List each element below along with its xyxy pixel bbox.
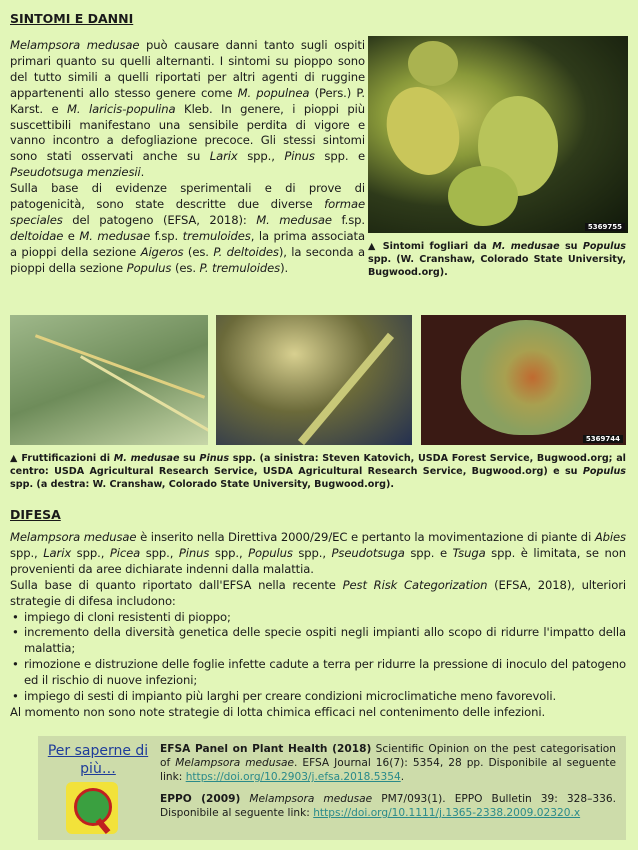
text-run: Melampsora medusae xyxy=(175,757,295,769)
text-run: spp. è limitata, se non provenienti da aree dichiarate indenni dalla malattia. xyxy=(10,545,626,576)
text-run: Pinus xyxy=(199,453,230,464)
text-run: f.sp. xyxy=(150,228,183,243)
text-run: e xyxy=(63,228,80,243)
text-run: Populus xyxy=(126,260,172,275)
text-run: Sulla base di quanto riportato dall'EFSA nella recente xyxy=(10,577,343,592)
text-run: spp., xyxy=(140,545,179,560)
text-run: del patogeno (EFSA, 2018): xyxy=(62,212,257,227)
text-run: Melampsora medusae xyxy=(10,530,137,544)
defense-closing: Al momento non sono note strategie di lotta chimica efficaci nel contenimento delle infezioni. xyxy=(10,704,546,719)
text-run: Kleb. In genere, i pioppi più suscettibili manifestano una sensibile perdita di vigore e vanno incontro a defogliazione precoce. Gli stessi sintomi sono stati osservati anche su xyxy=(10,101,365,164)
text-run: P. deltoides xyxy=(213,244,279,259)
text-run: Melampsora medusae xyxy=(249,793,373,805)
text-run: Abies xyxy=(594,530,626,544)
text-run: Pinus xyxy=(178,545,210,560)
text-run: Pinus xyxy=(284,149,315,164)
poplar-leaf-uredinia-photo xyxy=(421,315,626,445)
text-run: (EFSA, 2018), ulteriori strategie di difesa includono: xyxy=(10,577,626,608)
photo-id: 5369744 xyxy=(583,435,623,443)
references xyxy=(160,742,616,828)
text-run: su xyxy=(559,241,583,252)
text-run: Tsuga xyxy=(452,545,486,560)
poplar-leaf-symptoms-photo xyxy=(368,36,628,233)
symptoms-photo-caption xyxy=(368,240,626,279)
text-run: Pseudotsuga xyxy=(331,545,405,560)
text-run: M. medusae xyxy=(79,228,151,243)
text-run: tremuloides xyxy=(182,228,251,243)
text-run: . xyxy=(140,165,145,180)
text-run: PM7/093(1). EPPO Bulletin 39: 328–336. Disponibile al seguente link: xyxy=(160,793,616,819)
text-run: Picea xyxy=(109,545,141,560)
text-run: Melampsora medusae xyxy=(10,38,140,52)
list-item: • impiego di sesti di impianto più larghi per creare condizioni microclimatiche meno favorevoli. xyxy=(24,689,626,705)
text-run: (Pers.) P. Karst. e xyxy=(10,85,365,116)
text-run: Pseudotsuga menziesii xyxy=(10,165,141,180)
doi-link[interactable]: https://doi.org/10.1111/j.1365-2338.2009.02320.x xyxy=(313,807,581,819)
text-run: M. medusae xyxy=(492,241,560,252)
text-run: f.sp. xyxy=(331,212,365,227)
text-run: ), la seconda a pioppi della sezione xyxy=(10,244,365,275)
text-run: (es. xyxy=(183,244,214,259)
magnifier-leaf-icon xyxy=(66,782,118,834)
text-run: spp., xyxy=(292,545,332,560)
text-run: Populus xyxy=(582,241,626,252)
pinus-needles-photo-left xyxy=(10,315,208,445)
defense-paragraph-1 xyxy=(10,530,626,578)
text-run: spp., xyxy=(10,545,44,560)
text-run: ▲ Sintomi fogliari da xyxy=(368,241,493,252)
text-run: spp. (a destra: W. Cranshaw, Colorado State University, Bugwood.org). xyxy=(10,479,394,490)
text-run: spp. (W. Cranshaw, Colorado State University, Bugwood.org). xyxy=(368,254,626,278)
text-run: spp. e xyxy=(404,545,453,560)
pinus-needles-photo-center xyxy=(216,315,412,445)
text-run: spp., xyxy=(71,545,110,560)
text-run: Populus xyxy=(582,466,626,477)
text-run: (es. xyxy=(171,260,200,275)
text-run: , la prima associata a pioppi della sezione xyxy=(10,228,365,259)
text-run: M. laricis-populina xyxy=(66,101,176,116)
text-run: spp. (a sinistra: Steven Katovich, USDA Forest Service, Bugwood.org; al centro: USDA Agricultural Research Service, USDA Agricultural Research Service, Bugwood.org) e su xyxy=(10,453,626,477)
text-run: Aigeros xyxy=(140,244,184,259)
text-run: M. medusae xyxy=(113,453,180,464)
text-run: Scientific Opinion on the pest categorisation of xyxy=(160,743,616,769)
text-run: Pest Risk Categorization xyxy=(342,577,488,592)
text-run: M. medusae xyxy=(256,212,332,227)
fruiting-photos-caption xyxy=(10,452,626,491)
reference-efsa xyxy=(160,742,616,784)
list-item: • impiego di cloni resistenti di pioppo; xyxy=(24,610,626,626)
defense-strategies-list xyxy=(10,610,626,705)
symptoms-heading: SINTOMI E DANNI xyxy=(10,11,134,26)
text-run: . EFSA Journal 16(7): 5354, 28 pp. Disponibile al seguente link: xyxy=(160,757,616,783)
doi-link[interactable]: https://doi.org/10.2903/j.efsa.2018.5354 xyxy=(185,771,401,783)
defense-heading: DIFESA xyxy=(10,507,61,522)
text-run: formae speciales xyxy=(10,197,365,227)
symptoms-paragraph-2 xyxy=(10,181,365,276)
reference-eppo xyxy=(160,792,616,820)
text-run: M. populnea xyxy=(237,85,310,100)
text-run: Larix xyxy=(209,149,238,164)
text-run: Sulla base di evidenze sperimentali e di prove di patogenicità, sono state descritte due diverse xyxy=(10,181,365,212)
text-run: deltoidae xyxy=(10,228,64,243)
text-run: P. tremuloides xyxy=(199,260,281,275)
defense-paragraph-2 xyxy=(10,578,626,610)
symptoms-text xyxy=(10,38,365,277)
text-run: ▲ Fruttificazioni di xyxy=(10,453,114,464)
text-run: Larix xyxy=(43,545,72,560)
symptoms-paragraph-1 xyxy=(10,38,365,181)
text-run: . xyxy=(400,771,405,783)
text-run: spp. e xyxy=(314,149,366,164)
list-item: • rimozione e distruzione delle foglie infette cadute a terra per ridurre la pressione di inoculo del patogeno ed il rischio di nuove infezioni; xyxy=(24,657,626,689)
text-run: è inserito nella Direttiva 2000/29/EC e pertanto la movimentazione di piante di xyxy=(136,530,595,544)
text-run: ). xyxy=(280,260,289,275)
text-run: su xyxy=(179,453,200,464)
text-run xyxy=(240,793,249,805)
text-run: può causare danni tanto sugli ospiti primari quanto su quelli alternanti. I sintomi su pioppo sono del tutto simili a quelli riportati per altri agenti di ruggine appartenenti allo stesso genere come xyxy=(10,38,365,100)
text-run: Populus xyxy=(248,545,293,560)
list-item: • incremento della diversità genetica delle specie ospiti negli impianti allo scopo di ridurre l'impatto della malattia; xyxy=(24,625,626,657)
text-run: spp., xyxy=(209,545,249,560)
text-run: EPPO (2009) xyxy=(160,793,241,805)
text-run: spp., xyxy=(237,149,285,164)
text-run: EFSA Panel on Plant Health (2018) xyxy=(160,743,372,755)
further-reading-title: Per saperne di più… xyxy=(47,743,149,777)
further-reading-box xyxy=(38,736,626,840)
defense-text xyxy=(10,530,626,721)
photo-id: 5369755 xyxy=(585,223,625,231)
